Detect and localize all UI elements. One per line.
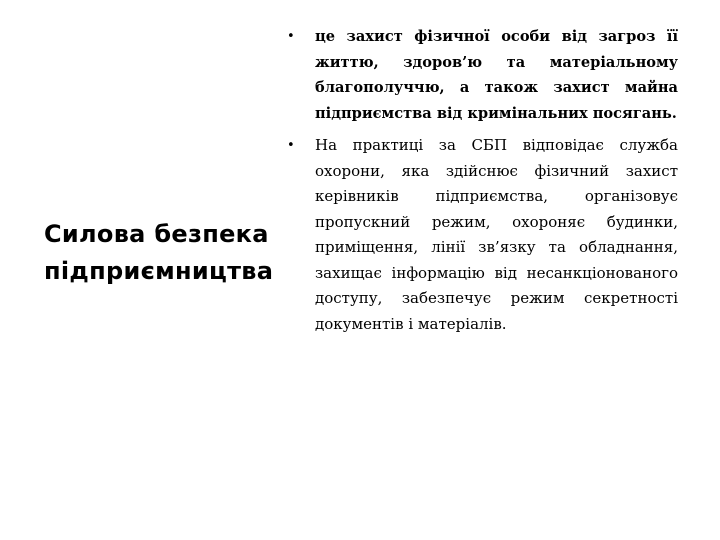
bullet-item	[287, 24, 678, 126]
bullet-dot-icon: •	[287, 138, 295, 153]
bullet-item	[287, 133, 678, 337]
bullet-text: це захист фізичної особи від загроз її життю, здоров’ю та матеріальному благополуччю, а також захист майна підприємства від кримінальних посягань.	[315, 28, 678, 122]
bullet-dot-icon: •	[287, 29, 295, 44]
bullet-text: На практиці за СБП відповідає служба охорони, яка здійснює фізичний захист керівників підприємства, організовує пропускний режим, охороняє будинки, приміщення, лінії зв’язку та обладнання, захищає інформацію від несанкціонованого доступу, забезпечує режим секретності документів і матеріалів.	[315, 136, 678, 333]
slide-title: Силова безпека підприємництва	[44, 220, 274, 285]
bullet-list	[287, 24, 678, 344]
